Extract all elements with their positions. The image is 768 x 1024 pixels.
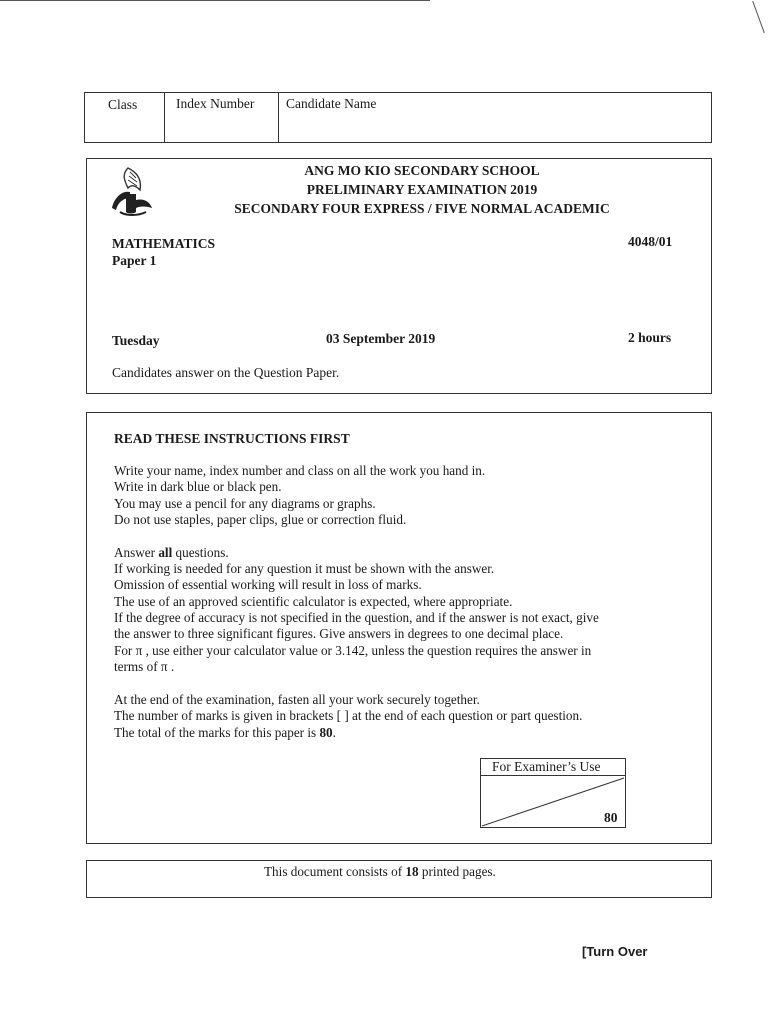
exam-duration: 2 hours	[628, 330, 672, 345]
index-number-label: Index Number	[176, 96, 255, 111]
scan-line	[0, 0, 430, 1]
total-suffix: .	[332, 725, 336, 740]
answer-bold: all	[158, 545, 173, 560]
scan-line-right	[752, 1, 765, 33]
instruction-line: You may use a pencil for any diagrams or graphs.	[114, 496, 376, 511]
answer-note: Candidates answer on the Question Paper.	[112, 365, 340, 380]
examiner-total: 80	[604, 810, 618, 825]
class-label: Class	[108, 97, 138, 112]
instruction-line: The use of an approved scientific calculator is expected, where appropriate.	[114, 594, 513, 609]
total-marks-line	[114, 725, 336, 741]
table-divider-1	[164, 92, 165, 143]
footer-suffix: printed pages.	[418, 864, 496, 879]
exam-day: Tuesday	[112, 333, 160, 348]
instruction-line: Omission of essential working will result in loss of marks.	[114, 577, 422, 592]
answer-suffix: questions.	[172, 545, 229, 560]
school-name: ANG MO KIO SECONDARY SCHOOL	[304, 163, 540, 178]
total-prefix: The total of the marks for this paper is	[114, 725, 320, 740]
exam-date: 03 September 2019	[326, 331, 436, 346]
instruction-line: Write in dark blue or black pen.	[114, 479, 282, 494]
footer-prefix: This document consists of	[264, 864, 406, 879]
instruction-line: terms of π .	[114, 659, 175, 674]
table-divider-2	[278, 92, 279, 143]
page-count-line	[264, 864, 496, 880]
instruction-line: If the degree of accuracy is not specified in the question, and if the answer is not exact, give	[114, 610, 599, 625]
instruction-line: At the end of the examination, fasten all your work securely together.	[114, 692, 480, 707]
instruction-line: For π , use either your calculator value or 3.142, unless the question requires the answer in	[114, 643, 592, 658]
level-title: SECONDARY FOUR EXPRESS / FIVE NORMAL ACADEMIC	[234, 201, 610, 216]
instruction-line: Do not use staples, paper clips, glue or correction fluid.	[114, 512, 407, 527]
paper-number: Paper 1	[112, 253, 157, 268]
turn-over: [Turn Over	[582, 944, 648, 959]
instructions-heading: READ THESE INSTRUCTIONS FIRST	[114, 431, 350, 446]
answer-prefix: Answer	[114, 545, 159, 560]
instruction-line: the answer to three significant figures. Give answers in degrees to one decimal place.	[114, 626, 564, 641]
candidate-name-label: Candidate Name	[286, 96, 377, 111]
examiner-label: For Examiner’s Use	[492, 759, 601, 774]
instruction-line: The number of marks is given in brackets [ ] at the end of each question or part question.	[114, 708, 583, 723]
paper-code: 4048/01	[628, 234, 673, 249]
page-count: 18	[405, 864, 419, 879]
instruction-line: Write your name, index number and class on all the work you hand in.	[114, 463, 486, 478]
total-marks: 80	[319, 725, 333, 740]
instruction-line: If working is needed for any question it must be shown with the answer.	[114, 561, 495, 576]
exam-title: PRELIMINARY EXAMINATION 2019	[306, 182, 538, 197]
subject: MATHEMATICS	[112, 236, 216, 251]
answer-all-line	[114, 545, 229, 561]
